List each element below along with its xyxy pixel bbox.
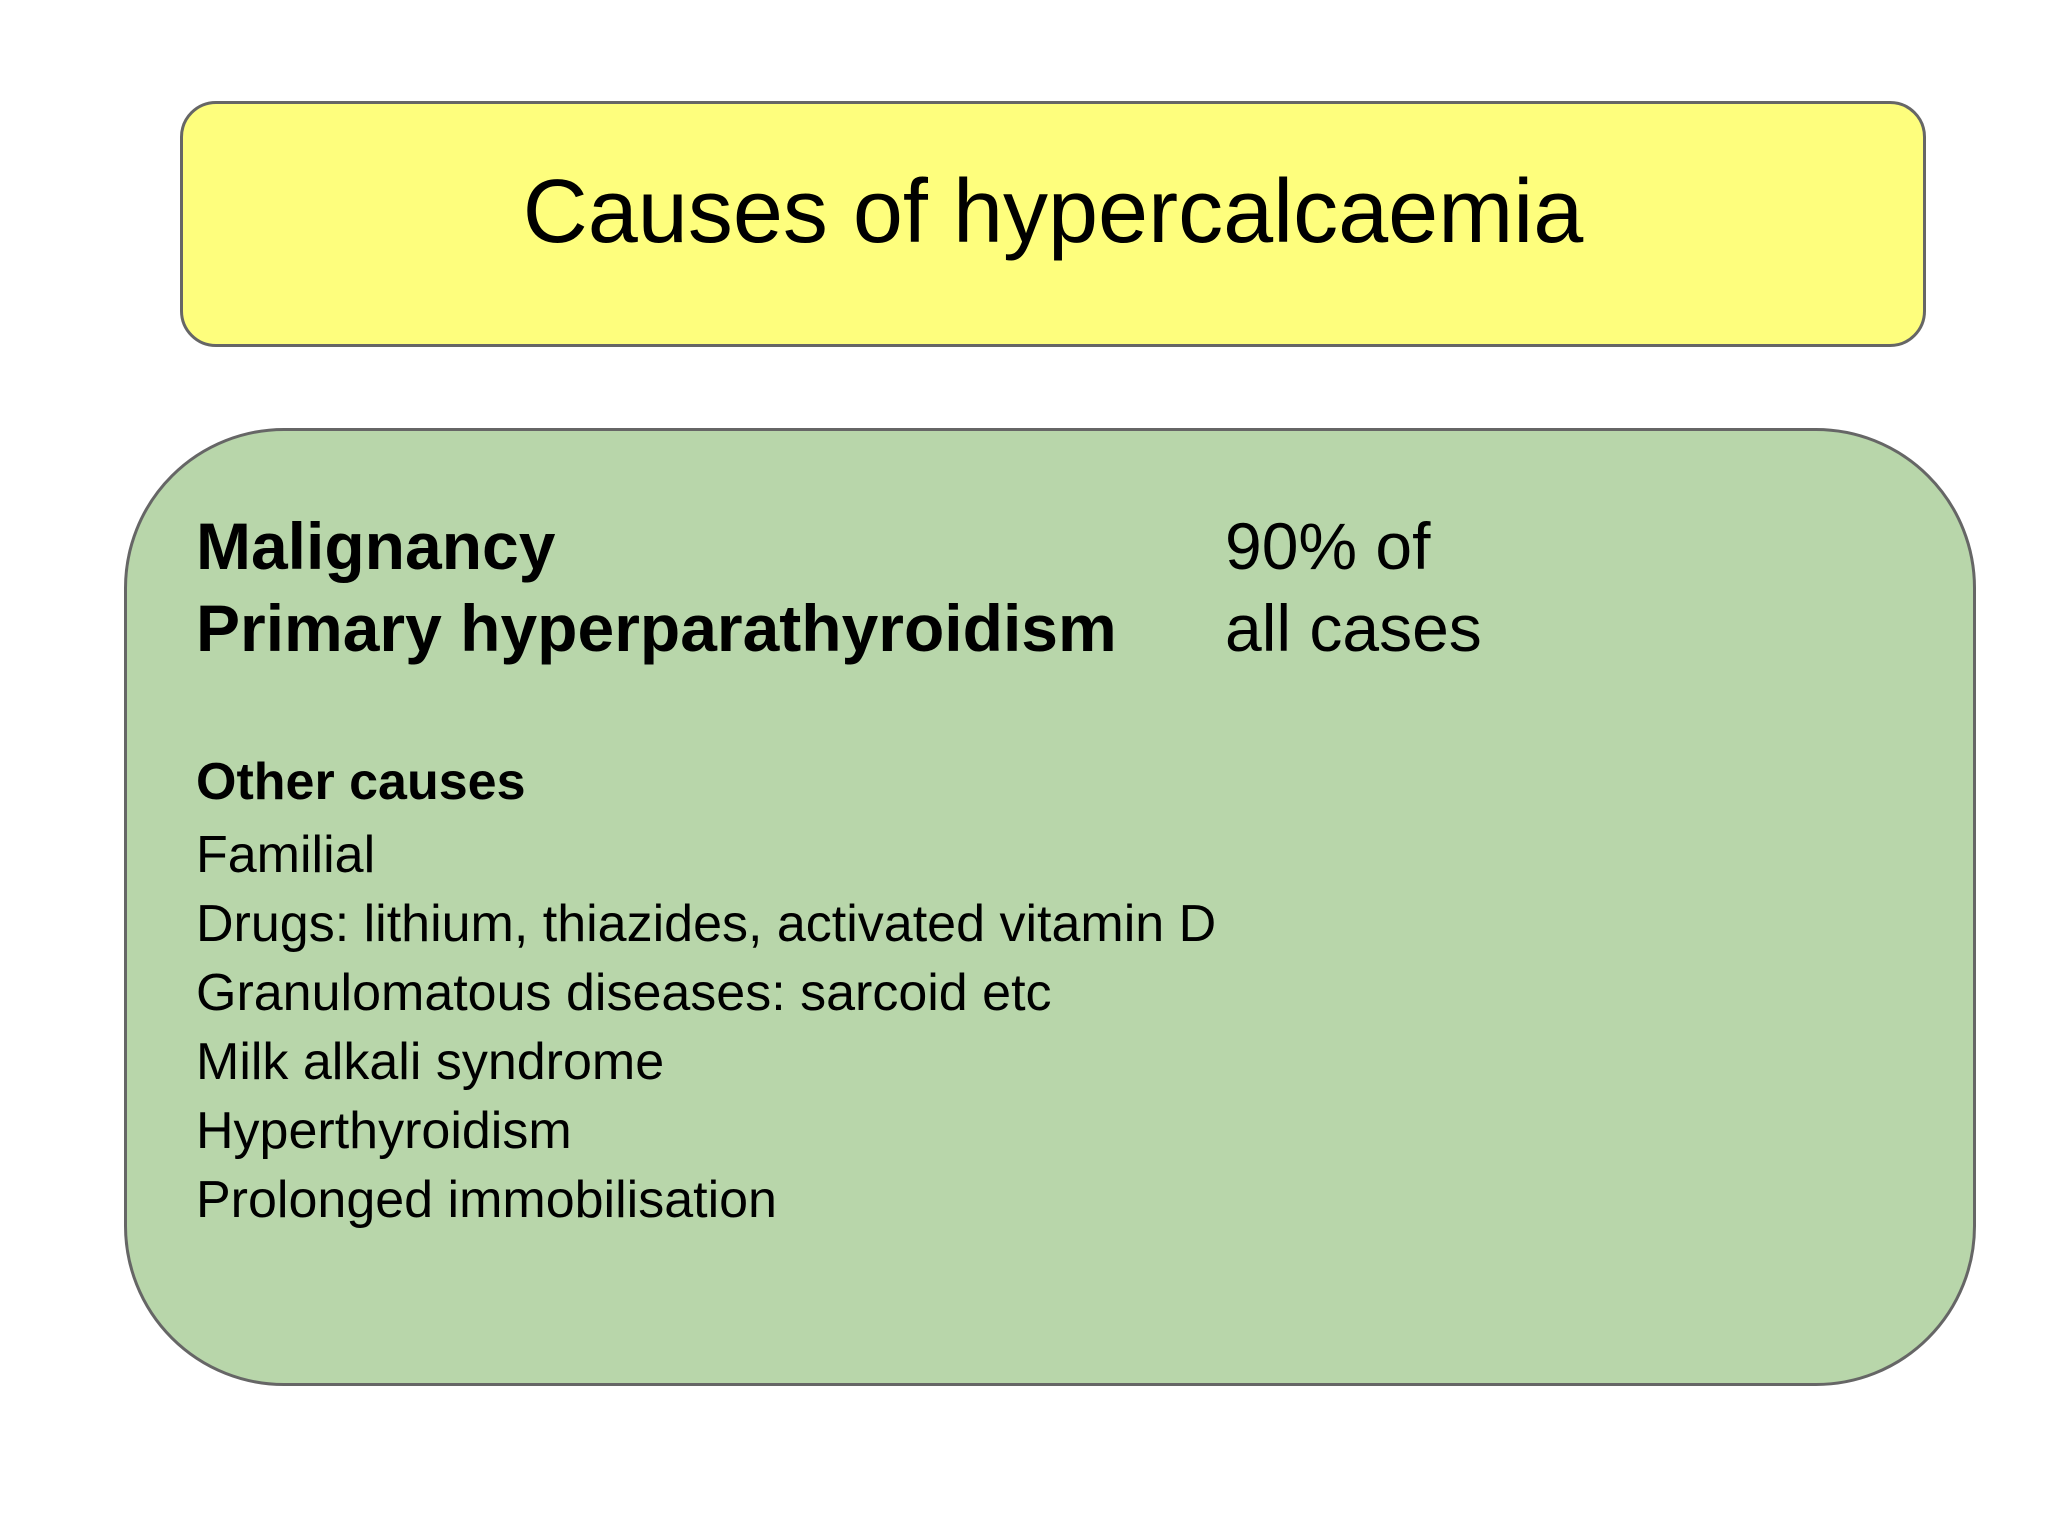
main-cause-primary-hyperparathyroidism: [196, 591, 1117, 665]
percentage-note-line1: 90% of: [1225, 509, 1431, 583]
main-cause-malignancy: [196, 509, 556, 583]
other-causes-list: [196, 821, 1216, 1235]
percentage-note-line2: all cases: [1225, 591, 1482, 665]
list-item: Granulomatous diseases: sarcoid etc: [196, 964, 1052, 1022]
main-cause-label: Malignancy: [196, 509, 556, 583]
content-box: [124, 428, 1976, 1386]
main-cause-label: Primary hyperparathyroidism: [196, 591, 1117, 665]
slide-title: Causes of hypercalcaemia: [522, 162, 1584, 262]
list-item: Hyperthyroidism: [196, 1102, 572, 1160]
list-item: Milk alkali syndrome: [196, 1033, 665, 1091]
other-causes-heading: Other causes: [196, 753, 526, 811]
list-item: Drugs: lithium, thiazides, activated vitamin D: [196, 895, 1217, 953]
title-box: [180, 101, 1926, 347]
list-item: Prolonged immobilisation: [196, 1171, 777, 1229]
list-item: Familial: [196, 826, 376, 884]
